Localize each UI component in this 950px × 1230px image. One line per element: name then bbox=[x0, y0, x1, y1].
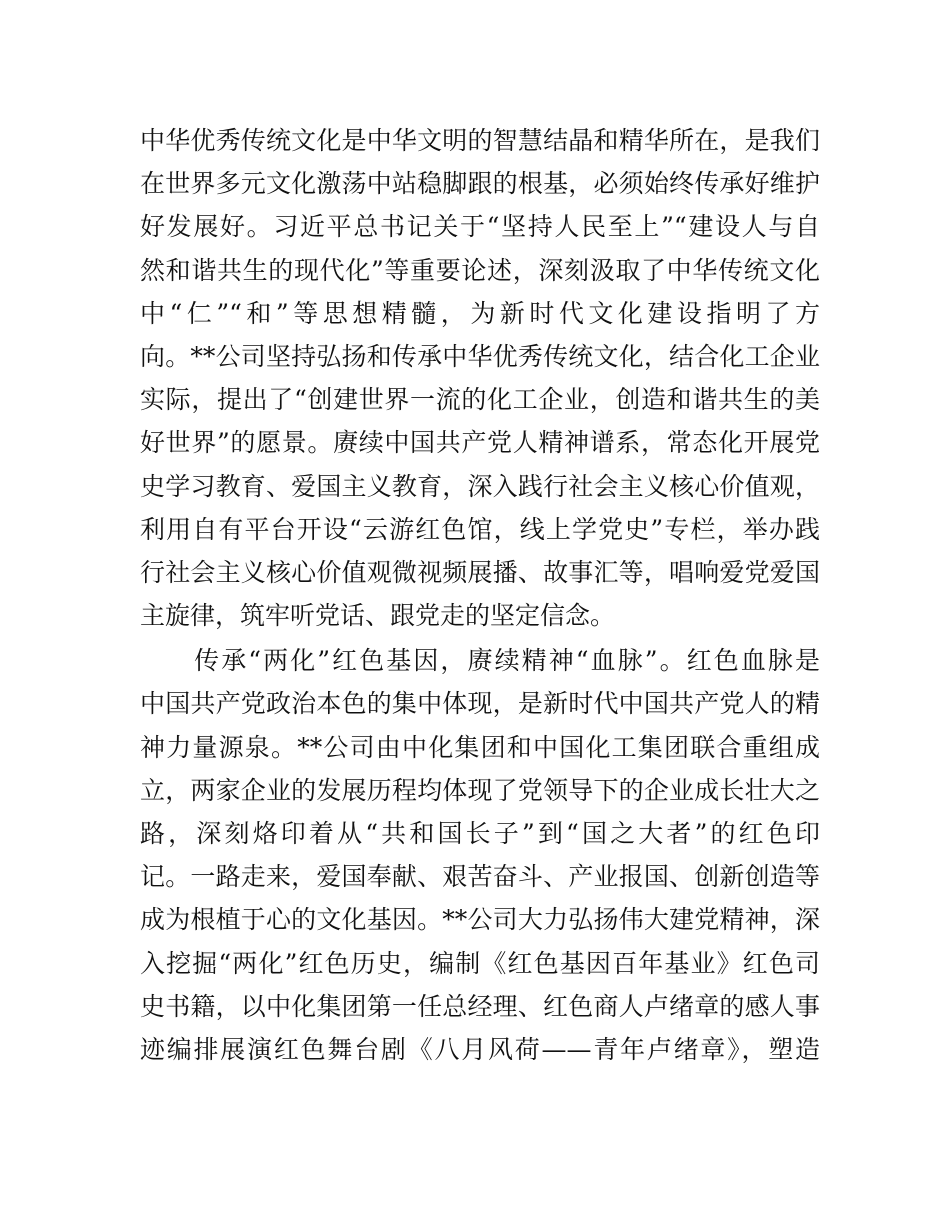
text-line: 史学习教育、爱国主义教育，深入践行社会主义核心价值观， bbox=[140, 471, 820, 501]
text-line: 中“仁”“和”等思想精髓，为新时代文化建设指明了方 bbox=[140, 298, 820, 328]
body-text bbox=[140, 119, 820, 1071]
text-line: 行社会主义核心价值观微视频展播、故事汇等，唱响爱党爱国 bbox=[140, 557, 820, 587]
paragraph-1 bbox=[140, 119, 820, 637]
text-line: 传承“两化”红色基因，赓续精神“血脉”。红色血脉是 bbox=[140, 646, 820, 676]
text-line: 好世界”的愿景。赓续中国共产党人精神谱系，常态化开展党 bbox=[140, 428, 820, 458]
text-line: 史书籍，以中化集团第一任总经理、红色商人卢绪章的感人事 bbox=[140, 991, 820, 1021]
text-line: 迹编排展演红色舞台剧《八月风荷——青年卢绪章》，塑造 bbox=[140, 1034, 820, 1064]
text-line: 然和谐共生的现代化”等重要论述，深刻汲取了中华传统文化 bbox=[140, 255, 820, 285]
text-line: 利用自有平台开设“云游红色馆，线上学党史”专栏，举办践 bbox=[140, 514, 820, 544]
text-line: 记。一路走来，爱国奉献、艰苦奋斗、产业报国、创新创造等 bbox=[140, 862, 820, 892]
text-line: 好发展好。习近平总书记关于“坚持人民至上”“建设人与自 bbox=[140, 212, 820, 242]
text-line: 中国共产党政治本色的集中体现，是新时代中国共产党人的精 bbox=[140, 689, 820, 719]
text-line: 在世界多元文化激荡中站稳脚跟的根基，必须始终传承好维护 bbox=[140, 169, 820, 199]
text-line: 向。**公司坚持弘扬和传承中华优秀传统文化，结合化工企业 bbox=[140, 341, 820, 371]
text-line: 主旋律，筑牢听党话、跟党走的坚定信念。 bbox=[140, 601, 616, 631]
paragraph-2 bbox=[140, 639, 820, 1071]
text-line: 中华优秀传统文化是中华文明的智慧结晶和精华所在，是我们 bbox=[140, 126, 820, 155]
text-line: 成为根植于心的文化基因。**公司大力弘扬伟大建党精神，深 bbox=[140, 905, 820, 935]
text-line: 实际，提出了“创建世界一流的化工企业，创造和谐共生的美 bbox=[140, 385, 820, 415]
text-line: 路，深刻烙印着从“共和国长子”到“国之大者”的红色印 bbox=[140, 819, 820, 848]
text-line: 神力量源泉。**公司由中化集团和中国化工集团联合重组成 bbox=[140, 732, 820, 762]
text-line: 入挖掘“两化”红色历史，编制《红色基因百年基业》红色司 bbox=[140, 948, 820, 978]
text-line: 立，两家企业的发展历程均体现了党领导下的企业成长壮大之 bbox=[140, 775, 820, 805]
